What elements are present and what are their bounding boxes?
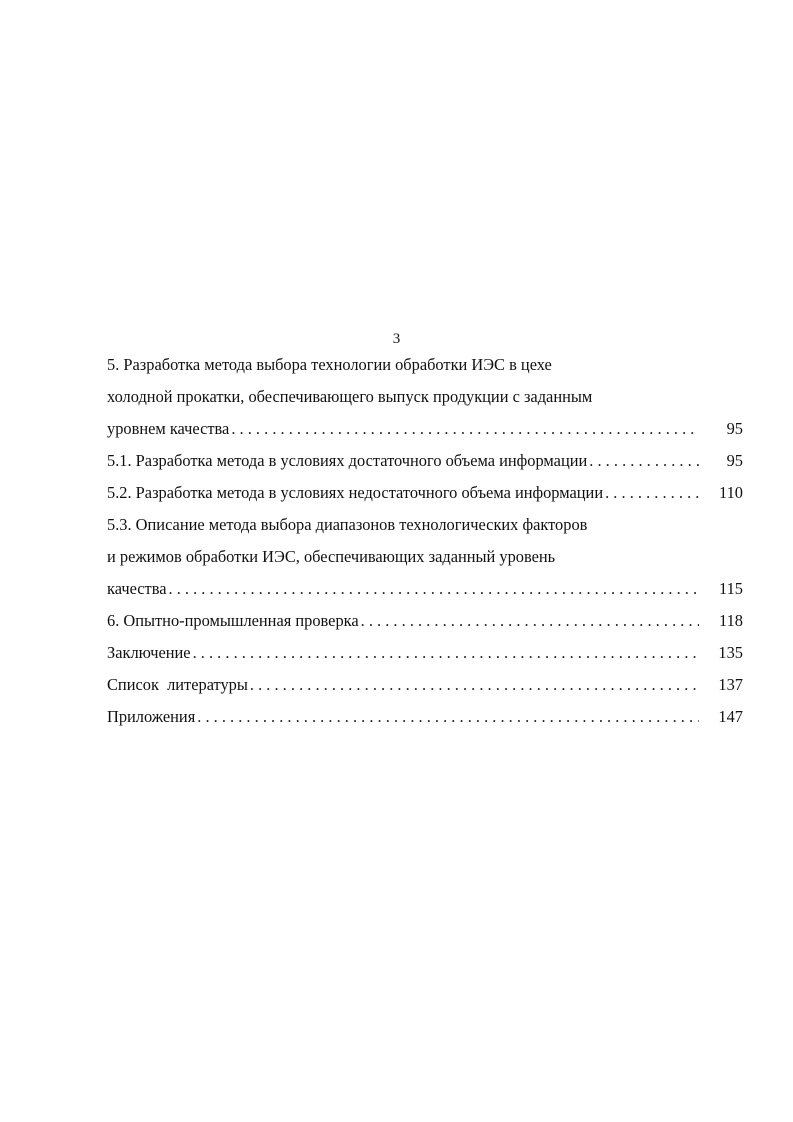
toc-entry-line <box>107 413 743 445</box>
dot-leader <box>605 477 699 509</box>
toc-entry-line <box>107 541 743 573</box>
toc-entry-text: Заключение <box>107 643 191 662</box>
toc-page-number: 118 <box>719 611 743 630</box>
toc-entry-text: и режимов обработки ИЭС, обеспечивающих заданный уровень <box>107 547 556 566</box>
dot-leader <box>231 413 699 445</box>
dot-leader <box>361 605 699 637</box>
toc-entry-line <box>107 445 743 477</box>
toc-entry-references <box>107 669 743 701</box>
toc-entry-6 <box>107 605 743 637</box>
toc-entry-conclusion <box>107 637 743 669</box>
toc-entry-line <box>107 509 743 541</box>
toc-page-number: 115 <box>719 579 743 598</box>
toc-entry-5-2 <box>107 477 743 509</box>
toc-entry-text: холодной прокатки, обеспечивающего выпуск продукции с заданным <box>107 387 593 406</box>
toc-entry-5-1 <box>107 445 743 477</box>
toc-entry-line <box>107 573 743 605</box>
table-of-contents <box>107 349 743 733</box>
toc-entry-text: уровнем качества <box>107 419 230 438</box>
toc-page-number: 110 <box>719 483 743 502</box>
toc-entry-text: 5.1. Разработка метода в условиях достаточного объема информации <box>107 451 588 470</box>
toc-entry-text: качества <box>107 579 167 598</box>
dot-leader <box>169 573 700 605</box>
toc-entry-text: 6. Опытно-промышленная проверка <box>107 611 359 630</box>
dot-leader <box>589 445 699 477</box>
toc-page-number: 135 <box>718 643 743 662</box>
toc-entry-text: 5.2. Разработка метода в условиях недостаточного объема информации <box>107 483 604 502</box>
toc-page-number: 95 <box>726 419 743 438</box>
toc-entry-text: Приложения <box>107 707 196 726</box>
toc-entry-text: 5. Разработка метода выбора технологии обработки ИЭС в цехе <box>107 355 552 374</box>
toc-entry-text: 5.3. Описание метода выбора диапазонов технологических факторов <box>107 515 588 534</box>
toc-entry-5-3 <box>107 509 743 605</box>
dot-leader <box>197 701 699 733</box>
toc-entry-line <box>107 637 743 669</box>
toc-entry-line <box>107 605 743 637</box>
dot-leader <box>250 669 699 701</box>
toc-entry-line <box>107 701 743 733</box>
toc-entry-5 <box>107 349 743 445</box>
toc-entry-line <box>107 349 743 381</box>
toc-entry-appendices <box>107 701 743 733</box>
toc-entry-line <box>107 477 743 509</box>
dot-leader <box>193 637 699 669</box>
page-number: 3 <box>392 331 401 347</box>
toc-page-number: 147 <box>718 707 743 726</box>
toc-entry-line <box>107 669 743 701</box>
toc-entry-line <box>107 381 743 413</box>
toc-page-number: 137 <box>718 675 743 694</box>
toc-page-number: 95 <box>726 451 743 470</box>
toc-entry-text: Список литературы <box>107 675 248 694</box>
